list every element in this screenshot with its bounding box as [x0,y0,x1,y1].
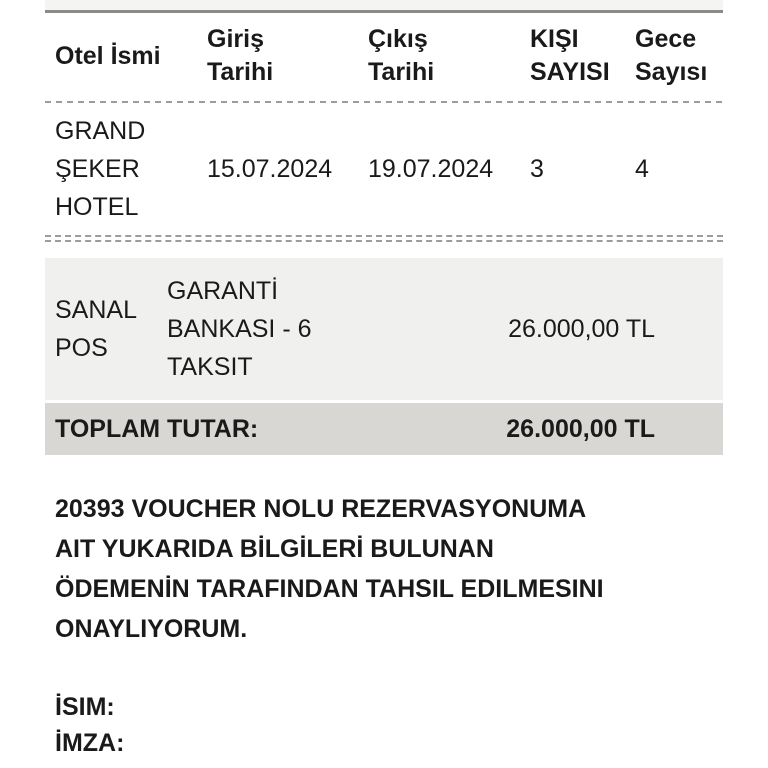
confirmation-line: ÖDEMENİN TARAFINDAN TAHSIL EDILMESINI [55,575,604,603]
cell-hotel-name: GRAND ŞEKER HOTEL [55,117,146,221]
cell-checkin-date: 15.07.2024 [207,155,333,183]
column-header-cikis-tarihi [358,23,520,89]
header-line: Tarihi [368,58,435,86]
table-top-strip [45,0,723,10]
total-label: TOPLAM TUTAR: [55,414,259,443]
column-header-kisi-sayisi [520,23,625,89]
payment-method-section [45,258,723,400]
header-line: Sayısı [635,58,708,86]
payment-amount: 26.000,00 TL [508,315,655,343]
column-header-giris-tarihi [197,23,358,89]
header-line: Giriş [207,25,264,53]
header-line: Gece [635,25,697,53]
header-line: Tarihi [207,58,274,86]
payment-method-detail: GARANTİ BANKASI - 6 TAKSIT [167,277,312,381]
confirmation-line: ONAYLIYORUM. [55,615,248,643]
table-header-row [45,13,723,101]
payment-method-label: SANAL POS [55,296,137,362]
header-line: Otel İsmi [55,41,161,70]
confirmation-line: AIT YUKARIDA BİLGİLERİ BULUNAN [55,535,494,563]
table-bottom-divider-dashed [45,235,723,242]
total-amount: 26.000,00 TL [506,414,655,443]
column-header-gece-sayisi [625,23,723,89]
cell-night-count: 4 [635,155,649,183]
column-header-otel-ismi [45,40,197,73]
confirmation-line: 20393 VOUCHER NOLU REZERVASYONUMA [55,495,587,523]
cell-checkout-date: 19.07.2024 [368,155,494,183]
confirmation-text [45,489,723,649]
name-label: İSIM: [55,693,115,721]
voucher-document [45,0,723,761]
signature-block [45,689,723,761]
cell-person-count: 3 [530,155,544,183]
table-row [45,103,723,235]
signature-label: İMZA: [55,729,125,757]
header-line: Çıkış [368,25,428,53]
header-line: KIŞI [530,25,579,53]
header-line: SAYISI [530,58,610,86]
total-section [45,403,723,455]
